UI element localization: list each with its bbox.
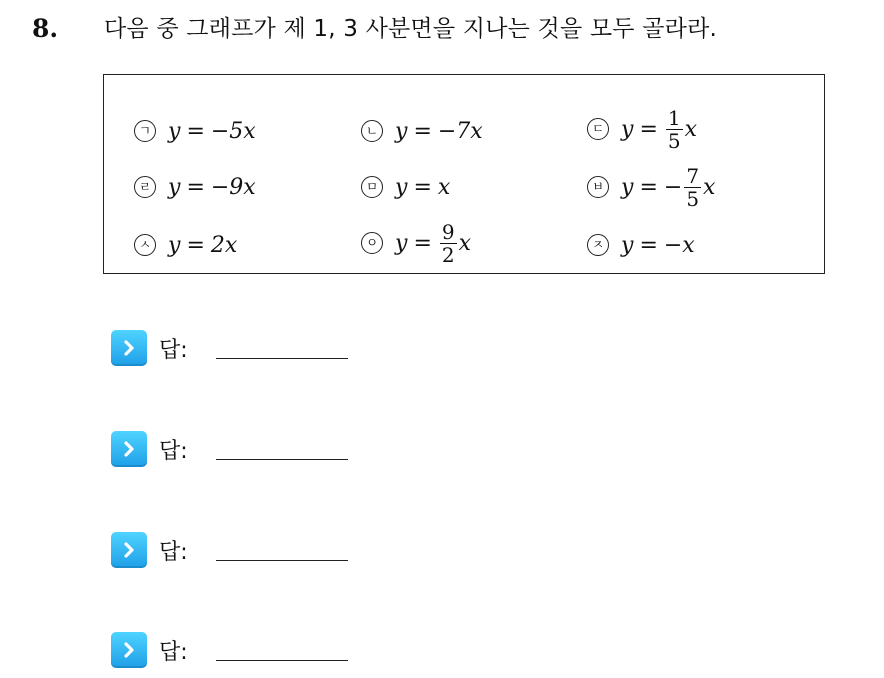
equation-lhs: y: [168, 232, 181, 258]
chevron-right-icon: [111, 330, 147, 366]
choice-marker: ㅅ: [134, 234, 156, 256]
question-text: 다음 중 그래프가 제 1, 3 사분면을 지나는 것을 모두 골라라.: [104, 16, 717, 42]
choice-marker: ㅂ: [587, 176, 609, 198]
choice-equation: [621, 107, 697, 152]
choice-equation: [168, 119, 256, 144]
equation-op: =: [639, 116, 658, 142]
answer-row[interactable]: [111, 630, 188, 670]
equation-lhs: y: [395, 174, 408, 200]
answer-blank[interactable]: [216, 560, 348, 561]
choice-marker: ㅇ: [361, 232, 383, 254]
equation-rhs: −x: [663, 232, 695, 258]
choice-equation: [168, 175, 256, 200]
equation-lhs: y: [395, 230, 408, 256]
choice-item: [587, 163, 716, 211]
choice-marker: ㅁ: [361, 176, 383, 198]
fraction-numerator: 7: [686, 163, 700, 188]
chevron-right-icon: [111, 632, 147, 668]
choice-marker: ㄹ: [134, 176, 156, 198]
equation-sign: −: [663, 174, 683, 200]
fraction: [666, 107, 683, 152]
fraction: [684, 165, 701, 210]
equation-var: x: [458, 230, 472, 256]
equation-op: =: [413, 230, 432, 256]
equation-rhs: −9x: [210, 174, 256, 200]
choice-equation: [621, 233, 695, 258]
choice-item: [134, 225, 237, 265]
choice-marker: ㄱ: [134, 120, 156, 142]
equation-rhs: −7x: [437, 118, 483, 144]
equation-rhs: −5x: [210, 118, 256, 144]
equation-lhs: y: [621, 174, 634, 200]
choice-item: [587, 225, 695, 265]
equation-op: =: [186, 232, 205, 258]
choice-equation: [621, 165, 715, 210]
chevron-right-icon: [111, 431, 147, 467]
equation-op: =: [639, 232, 658, 258]
answer-row[interactable]: [111, 429, 188, 469]
choice-item: [361, 219, 472, 267]
choice-item: [361, 111, 483, 151]
answer-label: 답:: [159, 639, 188, 665]
equation-op: =: [413, 118, 432, 144]
choice-equation: [395, 119, 483, 144]
chevron-right-icon: [111, 532, 147, 568]
fraction-denominator: 5: [686, 186, 700, 211]
choice-item: [587, 105, 698, 153]
equation-lhs: y: [621, 116, 634, 142]
answer-label: 답:: [159, 337, 188, 363]
choice-item: [134, 111, 256, 151]
equation-rhs: x: [437, 174, 451, 200]
fraction-denominator: 5: [667, 128, 681, 153]
fraction-numerator: 9: [441, 219, 455, 244]
equation-rhs: 2x: [210, 232, 238, 258]
answer-blank[interactable]: [216, 660, 348, 661]
choice-marker: ㅈ: [587, 234, 609, 256]
equation-lhs: y: [621, 232, 634, 258]
equation-op: =: [639, 174, 658, 200]
answer-row[interactable]: [111, 530, 188, 570]
choice-equation: [395, 175, 450, 200]
choice-equation: [395, 221, 471, 266]
answer-blank[interactable]: [216, 358, 348, 359]
choice-marker: ㄷ: [587, 118, 609, 140]
answer-label: 답:: [159, 438, 188, 464]
answer-row[interactable]: [111, 328, 188, 368]
answer-blank[interactable]: [216, 459, 348, 460]
equation-var: x: [703, 174, 716, 200]
question-number: 8.: [32, 14, 59, 43]
choice-item: [361, 167, 450, 207]
equation-lhs: y: [168, 174, 181, 200]
equation-var: x: [684, 116, 698, 142]
equation-op: =: [413, 174, 432, 200]
fraction-numerator: 1: [667, 105, 681, 130]
equation-op: =: [186, 118, 205, 144]
answer-label: 답:: [159, 539, 188, 565]
equation-lhs: y: [395, 118, 408, 144]
fraction: [440, 221, 457, 266]
choice-equation: [168, 233, 237, 258]
choice-marker: ㄴ: [361, 120, 383, 142]
equation-op: =: [186, 174, 205, 200]
choices-box: [103, 74, 825, 274]
choice-item: [134, 167, 256, 207]
fraction-denominator: 2: [441, 242, 455, 267]
equation-lhs: y: [168, 118, 181, 144]
